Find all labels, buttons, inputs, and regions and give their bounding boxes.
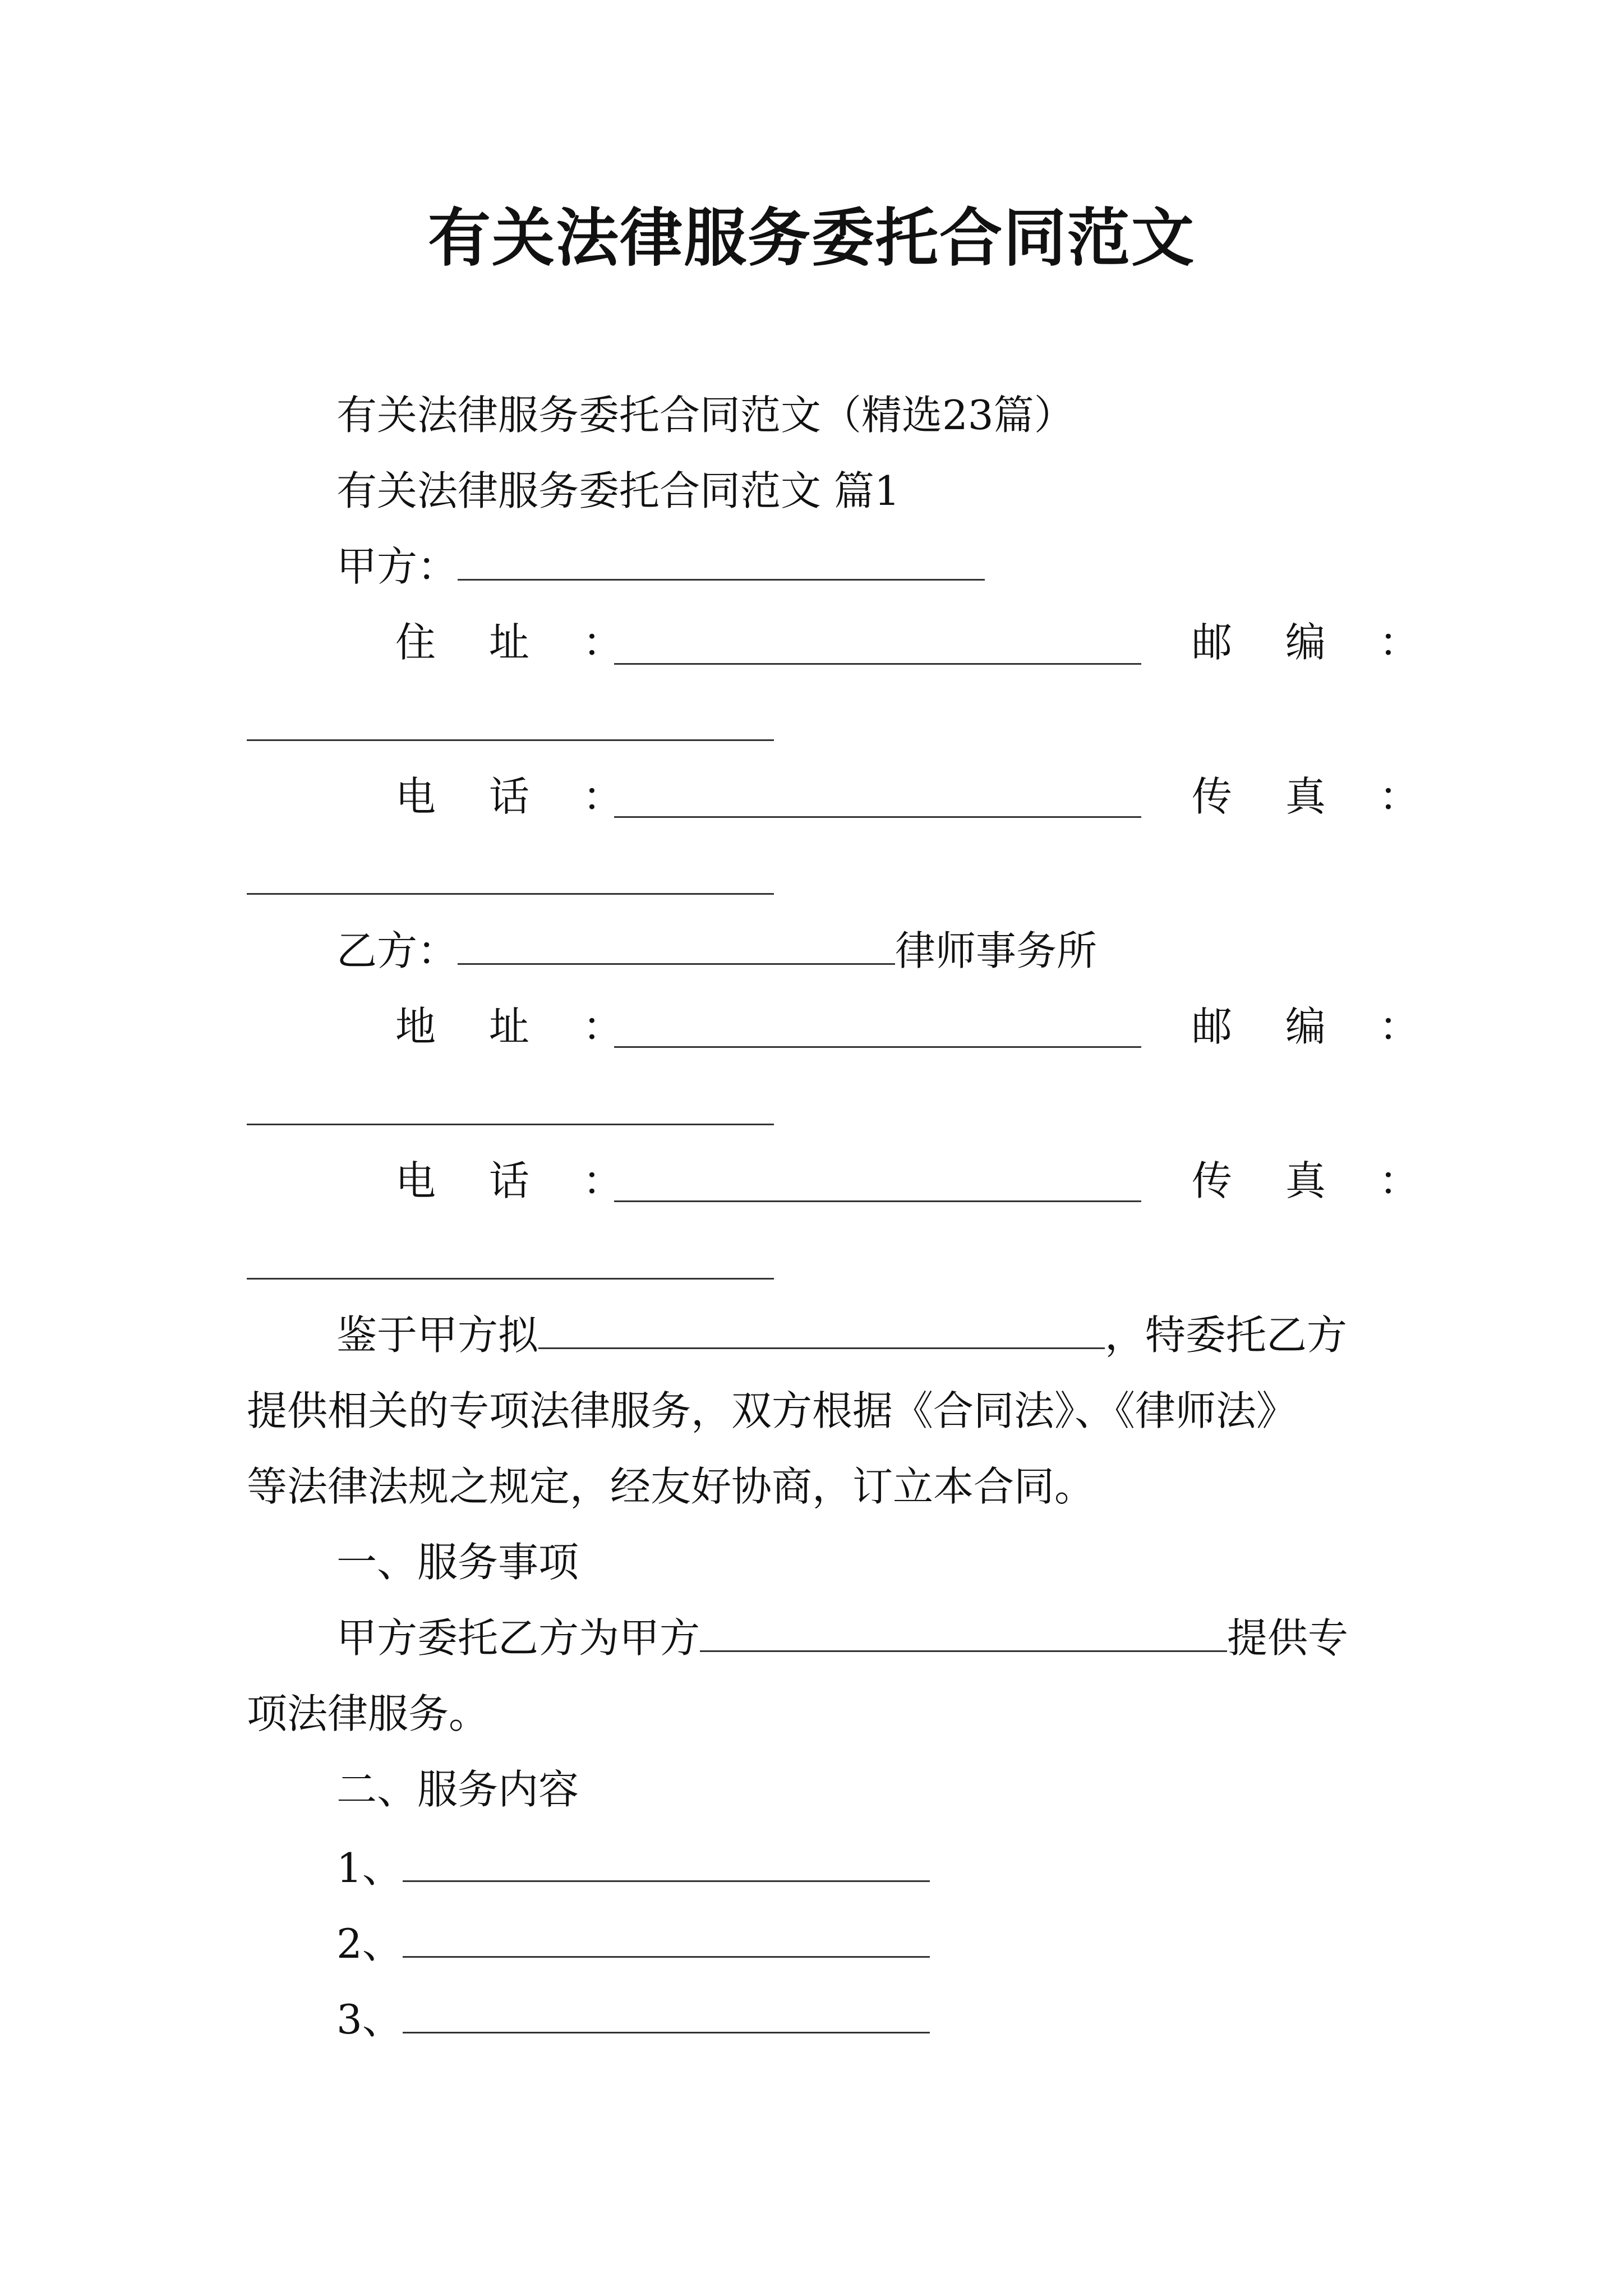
party-b-label: 乙方： (336, 927, 458, 974)
party-a-blank[interactable] (458, 540, 985, 581)
party-a-label: 甲方： (336, 543, 458, 590)
intro-line-1 (336, 1307, 1347, 1363)
list-item (336, 1916, 930, 1972)
list-item-blank[interactable] (403, 1993, 930, 2033)
intro-line-1-end: ，特委托乙方 (1105, 1312, 1348, 1359)
party-b-fax-label: 传 真 ： (1192, 1157, 1440, 1204)
party-b-row (336, 923, 1097, 979)
party-a-fax-label: 传 真 ： (1192, 773, 1440, 820)
party-a-row (336, 539, 985, 595)
party-b-postcode-blank[interactable] (247, 1124, 774, 1125)
party-a-address-label: 住 址 ： (395, 619, 643, 666)
subtitle: 有关法律服务委托合同范文（精选23篇） (336, 392, 1075, 439)
party-b-suffix: 律师事务所 (895, 927, 1098, 974)
party-a-phone-blank[interactable] (614, 816, 1141, 818)
list-item-number: 1、 (336, 1844, 403, 1892)
intro-line-2: 提供相关的专项法律服务，双方根据《合同法》、《律师法》 (247, 1387, 1297, 1434)
party-a-fax-blank[interactable] (247, 893, 774, 895)
party-a-postcode-blank[interactable] (247, 739, 774, 741)
party-b-blank[interactable] (458, 924, 895, 965)
party-b-postcode-label: 邮 编 ： (1192, 1003, 1440, 1050)
section-1-line-1-end: 提供专 (1227, 1614, 1349, 1662)
list-item-number: 2、 (336, 1920, 403, 1967)
party-b-phone-label: 电 话 ： (395, 1157, 643, 1204)
section-1-heading: 一、服务事项 (336, 1539, 579, 1586)
intro-line-3: 等法律法规之规定，经友好协商，订立本合同。 (247, 1463, 1095, 1510)
section-1-line-2: 项法律服务。 (247, 1690, 490, 1737)
section-1-line-1 (336, 1610, 1348, 1666)
list-item-blank[interactable] (403, 1841, 930, 1882)
section-heading: 有关法律服务委托合同范文 篇1 (336, 467, 900, 514)
party-a-postcode-label: 邮 编 ： (1192, 619, 1440, 666)
party-a-phone-label: 电 话 ： (395, 773, 643, 820)
document-title: 有关法律服务委托合同范文 (428, 201, 1195, 275)
party-b-address-blank[interactable] (614, 1046, 1141, 1048)
party-b-phone-blank[interactable] (614, 1200, 1141, 1202)
list-item-number: 3、 (336, 1996, 403, 2043)
list-item (336, 1991, 930, 2047)
intro-purpose-blank[interactable] (538, 1308, 1105, 1349)
section-2-heading: 二、服务内容 (336, 1766, 579, 1813)
intro-line-1-start: 鉴于甲方拟 (336, 1312, 539, 1359)
party-b-fax-blank[interactable] (247, 1278, 774, 1280)
list-item-blank[interactable] (403, 1917, 930, 1958)
section-1-line-1-start: 甲方委托乙方为甲方 (336, 1614, 700, 1662)
service-matter-blank[interactable] (700, 1611, 1227, 1652)
party-a-address-blank[interactable] (614, 663, 1141, 665)
party-b-address-label: 地 址 ： (395, 1003, 643, 1050)
list-item (336, 1840, 930, 1896)
